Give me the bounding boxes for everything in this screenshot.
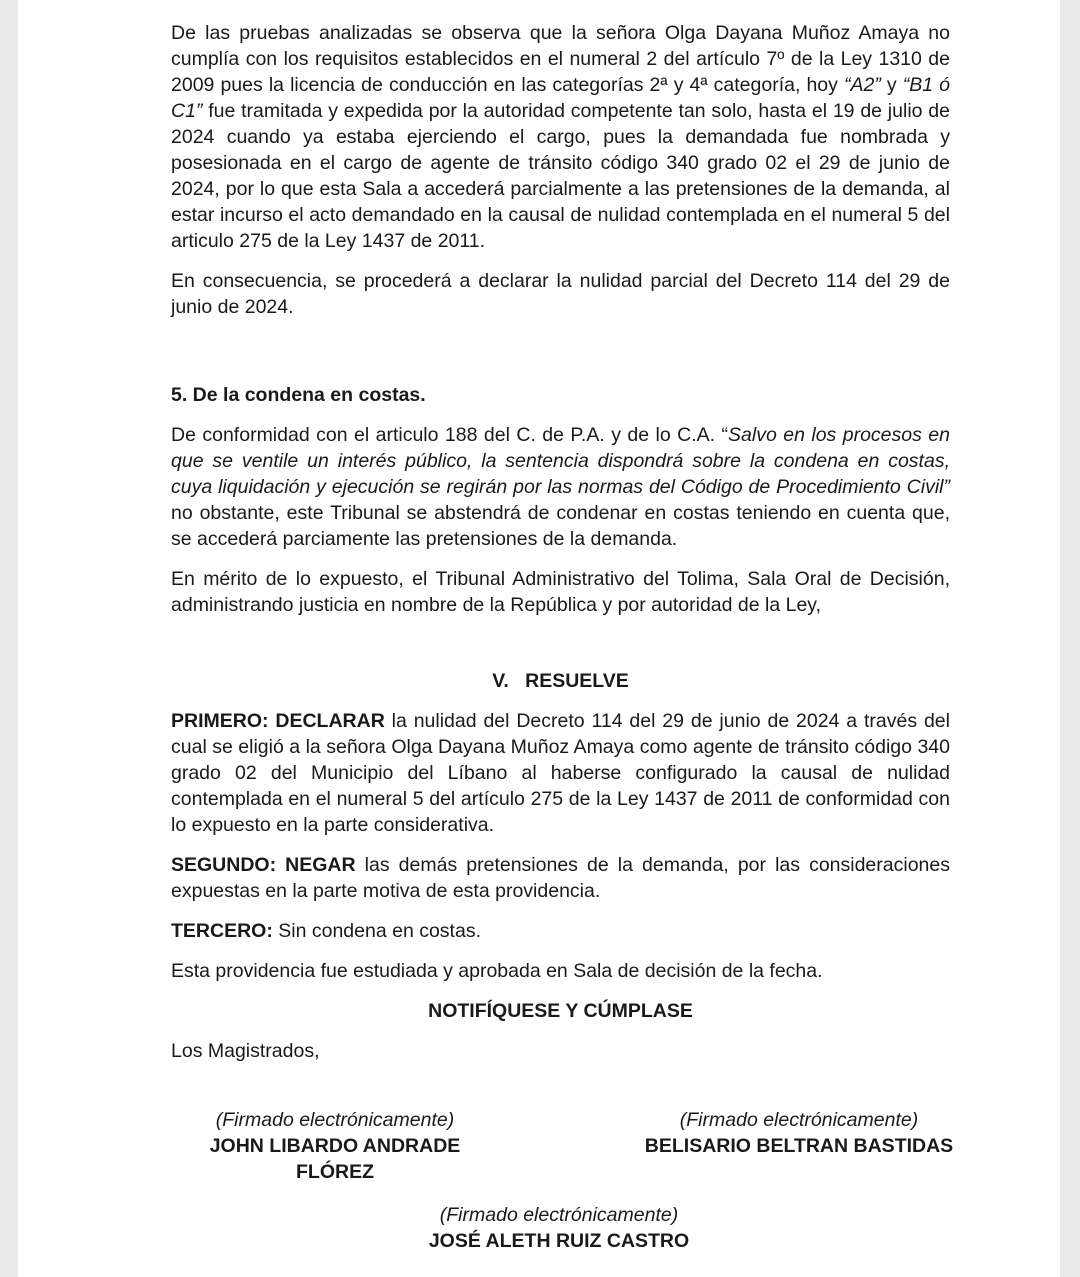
notifiquese-heading: NOTIFÍQUESE Y CÚMPLASE — [428, 1000, 693, 1022]
paragraph-consecuencia: En consecuencia, se procederá a declarar la nulidad parcial del Decreto 114 del 29 de junio de 2024. — [171, 270, 950, 318]
paragraph-conformidad: De conformidad con el articulo 188 del C. de P.A. y de lo C.A. “Salvo en los procesos en que se ventile un interés público, la sentencia dispondrá sobre la condena en costas, cuya liquidación y ejecución se regirán por las normas del Código de Procedimiento Civil” no obstante, este Tribunal se abstendrá de condenar en costas teniendo en cuenta que, se accederá parciamente las pretensiones de la demanda. — [171, 424, 950, 550]
resuelve-heading: V. RESUELVE — [492, 670, 629, 692]
magistrados-label: Los Magistrados, — [171, 1040, 320, 1062]
document-body — [171, 20, 950, 1064]
signature-name: BELISARIO BELTRAN BASTIDAS — [644, 1135, 954, 1157]
resolution-tercero: TERCERO: Sin condena en costas. — [171, 920, 481, 942]
paragraph-pruebas: De las pruebas analizadas se observa que la señora Olga Dayana Muñoz Amaya no cumplía con los requisitos establecidos en el numeral 2 del artículo 7º de la Ley 1310 de 2009 pues la licencia de conducción en las categorías 2ª y 4ª categoría, hoy “A2” y “B1 ó C1” fue tramitada y expedida por la autoridad competente tan solo, hasta el 19 de julio de 2024 cuando ya estaba ejerciendo el cargo, pues la demandada fue nombrada y posesionada en el cargo de agente de tránsito código 340 grado 02 el 29 de junio de 2024, por lo que esta Sala a accederá parcialmente a las pretensiones de la demanda, al estar incurso el acto demandado en la causal de nulidad contemplada en el numeral 5 del articulo 275 de la Ley 1437 de 2011. — [171, 22, 950, 252]
signature-note: (Firmado electrónicamente) — [679, 1109, 919, 1131]
signature-block-2 — [644, 1107, 954, 1159]
signature-block-3 — [402, 1202, 716, 1254]
signature-name: JOSÉ ALETH RUIZ CASTRO — [428, 1230, 690, 1252]
paragraph-merito: En mérito de lo expuesto, el Tribunal Administrativo del Tolima, Sala Oral de Decisión, administrando justicia en nombre de la República y por autoridad de la Ley, — [171, 568, 950, 616]
section-heading-costas: 5. De la condena en costas. — [171, 384, 426, 406]
signature-block-1 — [170, 1107, 500, 1185]
signature-note: (Firmado electrónicamente) — [439, 1204, 679, 1226]
document-page — [18, 0, 1060, 1277]
signature-name: JOHN LIBARDO ANDRADE FLÓREZ — [209, 1135, 461, 1183]
resolution-segundo: SEGUNDO: NEGAR las demás pretensiones de la demanda, por las consideraciones expuestas en la parte motiva de esta providencia. — [171, 854, 950, 902]
signature-note: (Firmado electrónicamente) — [215, 1109, 455, 1131]
resolution-primero: PRIMERO: DECLARAR la nulidad del Decreto 114 del 29 de junio de 2024 a través del cual se eligió a la señora Olga Dayana Muñoz Amaya como agente de tránsito código 340 grado 02 del Municipio del Líbano al haberse configurado la causal de nulidad contemplada en el numeral 5 del artículo 275 de la Ley 1437 de 2011 de conformidad con lo expuesto en la parte considerativa. — [171, 710, 950, 836]
paragraph-aprobada: Esta providencia fue estudiada y aprobada en Sala de decisión de la fecha. — [171, 960, 823, 982]
